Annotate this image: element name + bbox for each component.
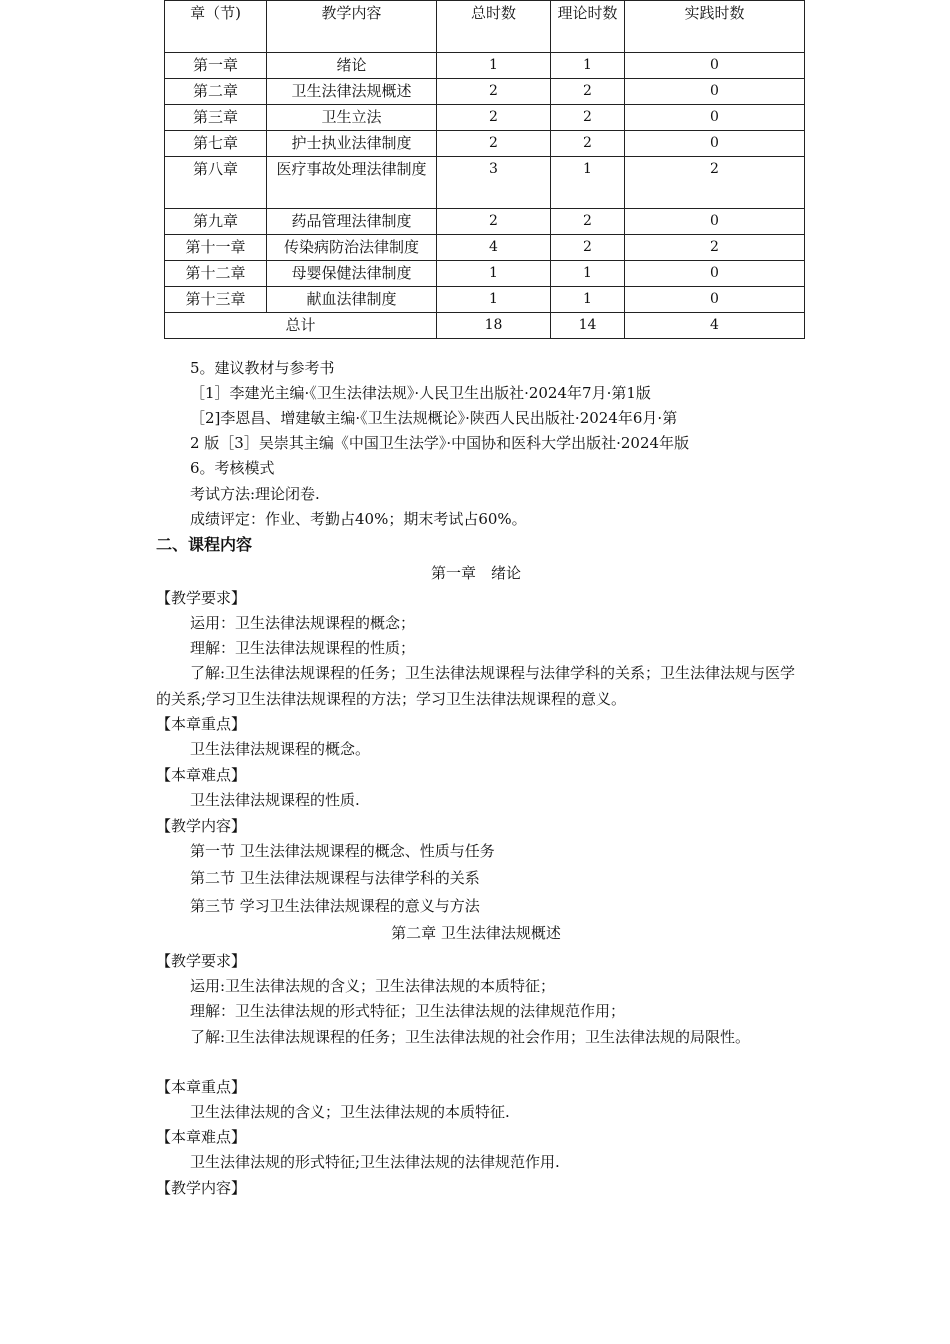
total-label: 总计 <box>165 313 437 339</box>
cell-chapter: 第十二章 <box>165 261 267 287</box>
ch2-req-apply: 运用:卫生法律法规的含义；卫生法律法规的本质特征； <box>190 977 556 995</box>
table-total-row <box>165 313 805 339</box>
ch2-difficulty: 卫生法律法规的形式特征;卫生法律法规的法律规范作用. <box>190 1153 560 1171</box>
table-row <box>165 131 805 157</box>
table-row <box>165 105 805 131</box>
ch1-key-point: 卫生法律法规课程的概念。 <box>190 740 371 758</box>
cell-theory: 1 <box>551 287 625 313</box>
cell-theory: 1 <box>551 157 625 209</box>
cell-chapter: 第一章 <box>165 53 267 79</box>
cell-theory: 1 <box>551 261 625 287</box>
ch1-difficulty-label: 【本章难点】 <box>156 766 247 784</box>
cell-content: 绪论 <box>267 53 437 79</box>
cell-chapter: 第九章 <box>165 209 267 235</box>
ch1-section-1: 第一节 卫生法律法规课程的概念、性质与任务 <box>190 842 495 860</box>
cell-content: 卫生法律法规概述 <box>267 79 437 105</box>
table-row <box>165 79 805 105</box>
hours-table <box>164 0 805 339</box>
assessment-grading: 成绩评定：作业、考勤占40%；期末考试占60%。 <box>190 510 527 528</box>
ref-1: ［1］李建光主编·《卫生法律法规》·人民卫生出版社·2024年7月·第1版 <box>190 384 651 402</box>
table-row <box>165 287 805 313</box>
ch1-req-apply: 运用：卫生法律法规课程的概念； <box>190 614 416 632</box>
cell-theory: 2 <box>551 209 625 235</box>
table-row <box>165 235 805 261</box>
ch2-difficulty-label: 【本章难点】 <box>156 1128 247 1146</box>
header-content: 教学内容 <box>267 1 437 53</box>
ch1-req-know: 了解:卫生法律法规课程的任务；卫生法律法规课程与法律学科的关系；卫生法律法规与医学的关系;学习卫生法律法规课程的方法；学习卫生法律法规课程的意义。 <box>156 664 796 708</box>
chapter-2-title: 第二章 卫生法律法规概述 <box>391 924 561 942</box>
cell-practice: 0 <box>625 261 805 287</box>
ch2-req-know: 了解:卫生法律法规课程的任务；卫生法律法规的社会作用；卫生法律法规的局限性。 <box>190 1028 751 1046</box>
header-chapter: 章（节) <box>165 1 267 53</box>
cell-practice: 0 <box>625 53 805 79</box>
cell-theory: 2 <box>551 79 625 105</box>
cell-total: 1 <box>437 53 551 79</box>
cell-content: 护士执业法律制度 <box>267 131 437 157</box>
assessment-heading: 6。考核模式 <box>190 459 275 477</box>
cell-practice: 0 <box>625 79 805 105</box>
cell-content: 卫生立法 <box>267 105 437 131</box>
cell-theory: 2 <box>551 235 625 261</box>
cell-total: 1 <box>437 261 551 287</box>
header-practice-hours: 实践时数 <box>625 1 805 53</box>
cell-total: 4 <box>437 235 551 261</box>
ch2-key-point: 卫生法律法规的含义；卫生法律法规的本质特征. <box>190 1103 510 1121</box>
cell-content: 传染病防治法律制度 <box>267 235 437 261</box>
cell-practice: 2 <box>625 157 805 209</box>
cell-practice: 0 <box>625 131 805 157</box>
section-title: 二、课程内容 <box>156 535 253 554</box>
cell-practice: 0 <box>625 287 805 313</box>
ch1-content-label: 【教学内容】 <box>156 817 247 835</box>
ch2-requirements-label: 【教学要求】 <box>156 952 247 970</box>
cell-chapter: 第十一章 <box>165 235 267 261</box>
table-row <box>165 53 805 79</box>
total-practice: 4 <box>625 313 805 339</box>
cell-content: 医疗事故处理法律制度 <box>267 157 437 209</box>
refs-heading: 5。建议教材与参考书 <box>190 359 335 377</box>
chapter-1-title: 第一章 绪论 <box>430 564 521 582</box>
total-hours: 18 <box>437 313 551 339</box>
cell-total: 2 <box>437 209 551 235</box>
ch1-key-label: 【本章重点】 <box>156 715 247 733</box>
cell-theory: 2 <box>551 131 625 157</box>
cell-total: 3 <box>437 157 551 209</box>
cell-total: 2 <box>437 131 551 157</box>
ch1-section-2: 第二节 卫生法律法规课程与法律学科的关系 <box>190 869 480 887</box>
cell-total: 1 <box>437 287 551 313</box>
table-row <box>165 157 805 209</box>
ch1-req-understand: 理解：卫生法律法规课程的性质； <box>190 639 416 657</box>
cell-chapter: 第十三章 <box>165 287 267 313</box>
ch2-req-understand: 理解：卫生法律法规的形式特征；卫生法律法规的法律规范作用； <box>190 1002 626 1020</box>
cell-theory: 1 <box>551 53 625 79</box>
ch2-content-label: 【教学内容】 <box>156 1179 247 1197</box>
cell-chapter: 第二章 <box>165 79 267 105</box>
cell-total: 2 <box>437 79 551 105</box>
table-row <box>165 209 805 235</box>
header-theory-hours: 理论时数 <box>551 1 625 53</box>
ch1-requirements-label: 【教学要求】 <box>156 589 247 607</box>
cell-practice: 2 <box>625 235 805 261</box>
assessment-method: 考试方法:理论闭卷. <box>190 485 320 503</box>
table-row <box>165 261 805 287</box>
ch2-key-label: 【本章重点】 <box>156 1078 247 1096</box>
cell-theory: 2 <box>551 105 625 131</box>
table-header-row <box>165 1 805 53</box>
cell-content: 献血法律制度 <box>267 287 437 313</box>
cell-content: 母婴保健法律制度 <box>267 261 437 287</box>
header-total-hours: 总时数 <box>437 1 551 53</box>
cell-chapter: 第七章 <box>165 131 267 157</box>
cell-chapter: 第三章 <box>165 105 267 131</box>
ch1-section-3: 第三节 学习卫生法律法规课程的意义与方法 <box>190 897 480 915</box>
cell-practice: 0 <box>625 209 805 235</box>
cell-chapter: 第八章 <box>165 157 267 209</box>
cell-total: 2 <box>437 105 551 131</box>
ref-2-line2: 2 版［3］吴崇其主编《中国卫生法学》·中国协和医科大学出版社·2024年版 <box>190 434 690 452</box>
cell-content: 药品管理法律制度 <box>267 209 437 235</box>
ref-2-line1: ［2]李恩昌、增建敏主编·《卫生法规概论》·陕西人民出版社·2024年6月·第 <box>190 409 678 427</box>
ch1-difficulty: 卫生法律法规课程的性质. <box>190 791 360 809</box>
total-theory: 14 <box>551 313 625 339</box>
cell-practice: 0 <box>625 105 805 131</box>
